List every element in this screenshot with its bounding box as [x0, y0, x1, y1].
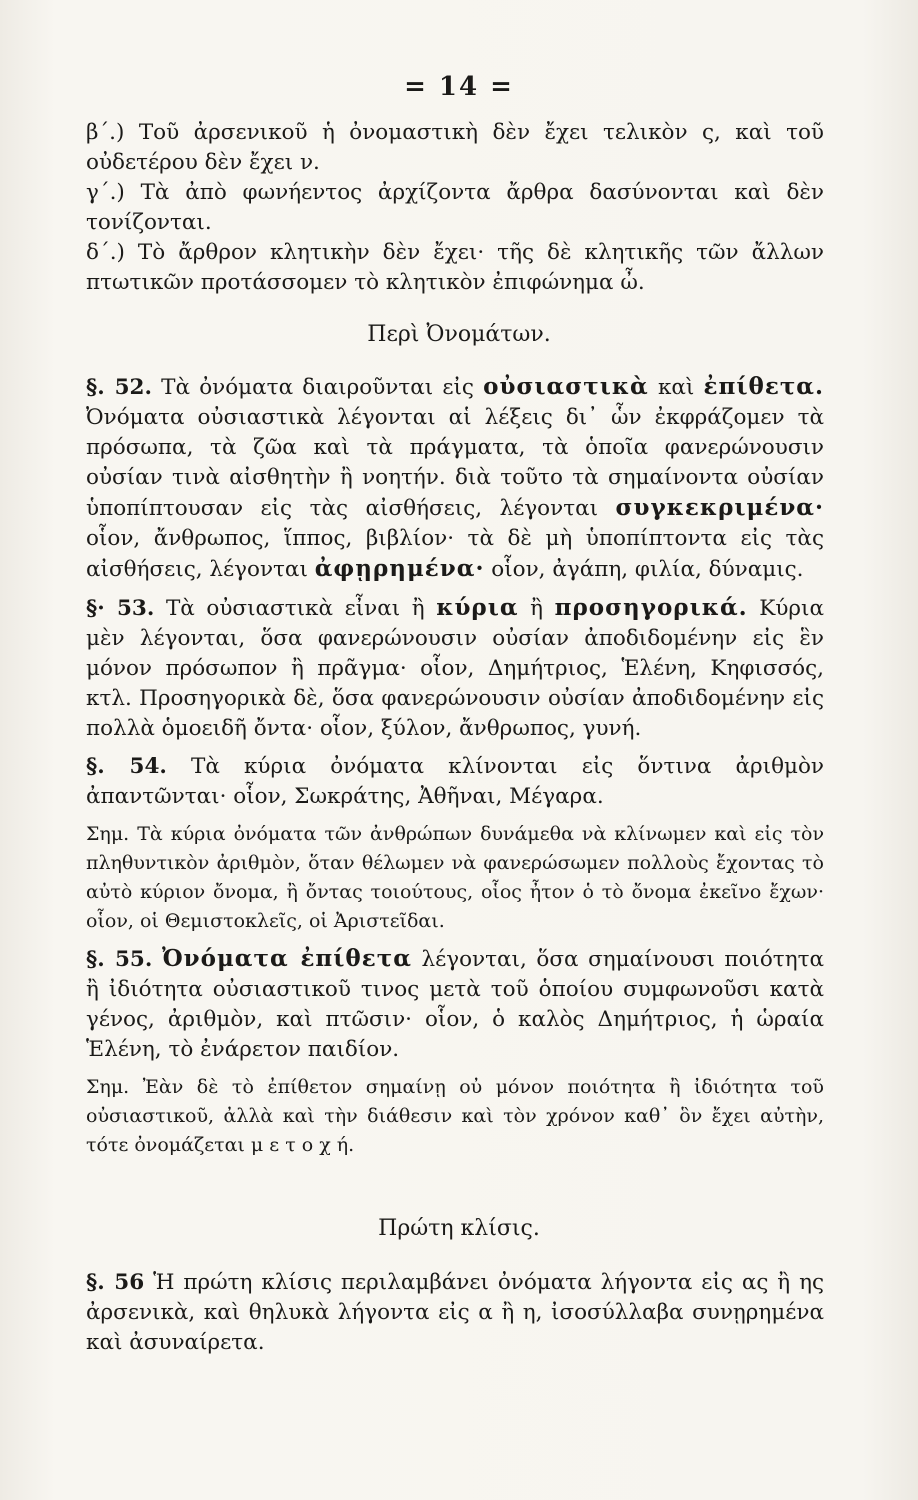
text-run: οἷον, ἄνθρωπος, ἵππος, βιβλίον· τὰ δὲ μὴ ὑποπίπτοντα εἰς τὰς αἰσθήσεις, λέγονται — [86, 526, 824, 582]
text-run: ἢ — [518, 596, 555, 621]
text-run: λέγονται, ὅσα σημαίνουσι ποιότητα ἢ ἰδιότητα οὐσιαστικοῦ τινος μετὰ τοῦ ὁποίου συμφωνοῦσι κατὰ γένος, ἀριθμὸν, καὶ πτῶσιν· οἷον, ὁ καλὸς Δημήτριος, ἡ ὡραία Ἑλένη, τὸ ἐνάρετον παιδίον. — [86, 947, 824, 1062]
main-body — [86, 372, 824, 1160]
section-number: §. 54. — [86, 754, 167, 779]
paragraph-56 — [86, 1268, 824, 1358]
closing-body — [86, 1268, 824, 1358]
bold-term: προσηγορικά. — [554, 594, 748, 621]
bold-term: ἐπίθετα. — [703, 373, 824, 400]
numbered-notes — [86, 118, 824, 298]
section-number: §. 55. — [86, 947, 153, 972]
text-run: Ὀνόματα οὐσιαστικὰ λέγονται αἱ λέξεις δι᾽ ὧν ἐκφράζομεν τὰ πρόσωπα, τὰ ζῶα καὶ τὰ πράγματα, τὰ ὁποῖα φανερώνουσιν οὐσίαν τινὰ αἰσθητὴν ἢ νοητήν. διὰ τοῦτο τὰ σημαίνοντα οὐσίαν ὑποπίπτουσαν εἰς τὰς αἰσθήσεις, λέγονται — [86, 405, 824, 521]
bold-term: ἀφῃρημένα· — [314, 555, 485, 582]
note-beta: β΄.) Τοῦ ἀρσενικοῦ ἡ ὀνομαστικὴ δὲν ἔχει τελικὸν ς, καὶ τοῦ οὐδετέρου δὲν ἔχει ν. — [86, 120, 824, 175]
text-run: καὶ — [648, 375, 704, 400]
bold-term: συγκεκριμένα· — [615, 494, 824, 521]
text-run: Ἡ πρώτη κλίσις περιλαμβάνει ὀνόματα λήγοντα εἰς ας ἢ ης ἀρσενικὰ, καὶ θηλυκὰ λήγοντα εἰς α ἢ η, ἰσοσύλλαβα συνῃρημένα καὶ ἀσυναίρετα. — [86, 1270, 825, 1355]
note-gamma: γ΄.) Τὰ ἀπὸ φωνήεντος ἀρχίζοντα ἄρθρα δασύνονται καὶ δὲν τονίζονται. — [86, 180, 824, 235]
paragraph-54 — [86, 752, 824, 812]
paragraph-53 — [86, 593, 824, 744]
section-number: §. 56 — [86, 1270, 145, 1295]
section-number: §· 53. — [86, 596, 155, 621]
text-run: Κύρια μὲν λέγονται, ὅσα φανερώνουσιν οὐσίαν ἀποδιδομένην εἰς ἓν μόνον πρόσωπον ἢ πρᾶγμα· οἷον, Δημήτριος, Ἑλένη, Κηφισσός, κτλ. Προσηγορικὰ δὲ, ὅσα φανερώνουσιν οὐσίαν ἀποδιδομένην εἰς πολλὰ ὁμοειδῆ ὄντα· οἷον, ξύλον, ἄνθρωπος, γυνή. — [86, 596, 824, 741]
remark-2: Σημ. Ἐὰν δὲ τὸ ἐπίθετον σημαίνῃ οὐ μόνον ποιότητα ἢ ἰδιότητα τοῦ οὐσιαστικοῦ, ἀλλὰ καὶ τὴν διάθεσιν καὶ τὸν χρόνον καθ᾽ ὃν ἔχει αὐτὴν, τότε ὀνομάζεται μ ε τ ο χ ή. — [86, 1076, 824, 1156]
section-heading-first-declension: Πρώτη κλίσις. — [378, 1216, 540, 1241]
page-number: = 14 = — [404, 72, 514, 102]
text-run: Τὰ ὀνόματα διαιροῦνται εἰς — [151, 375, 484, 400]
note-delta: δ΄.) Τὸ ἄρθρον κλητικὴν δὲν ἔχει· τῆς δὲ κλητικῆς τῶν ἄλλων πτωτικῶν προτάσσομεν τὸ κλητικὸν ἐπιφώνημα ὦ. — [86, 240, 824, 295]
paragraph-55 — [86, 944, 824, 1065]
text-run: Τὰ οὐσιαστικὰ εἶναι ἢ — [154, 596, 437, 621]
bold-term: οὐσιαστικὰ — [483, 373, 649, 400]
bold-term: Ὀνόματα ἐπίθετα — [161, 945, 412, 972]
text-run: οἷον, ἀγάπη, φιλία, δύναμις. — [484, 557, 804, 582]
remark-1: Σημ. Τὰ κύρια ὀνόματα τῶν ἀνθρώπων δυνάμεθα νὰ κλίνωμεν καὶ εἰς τὸν πληθυντικὸν ἀριθμὸν, ὅταν θέλωμεν νὰ φανερώσωμεν πολλοὺς ἔχοντας τὸ αὐτὸ κύριον ὄνομα, ἢ ὄντας τοιούτους, οἷος ἦτον ὁ τὸ ὄνομα ἐκεῖνο ἔχων· οἷον, οἱ Θεμιστοκλεῖς, οἱ Ἀριστεῖδαι. — [86, 823, 824, 932]
bold-term: κύρια — [436, 594, 519, 621]
section-number: §. 52. — [86, 375, 152, 400]
section-heading-nouns: Περὶ Ὀνομάτων. — [367, 322, 551, 347]
paragraph-52 — [86, 372, 824, 585]
text-run: Τὰ κύρια ὀνόματα κλίνονται εἰς ὅντινα ἀριθμὸν ἀπαντῶνται· οἷον, Σωκράτης, Ἀθῆναι, Μέγαρα. — [86, 754, 824, 809]
